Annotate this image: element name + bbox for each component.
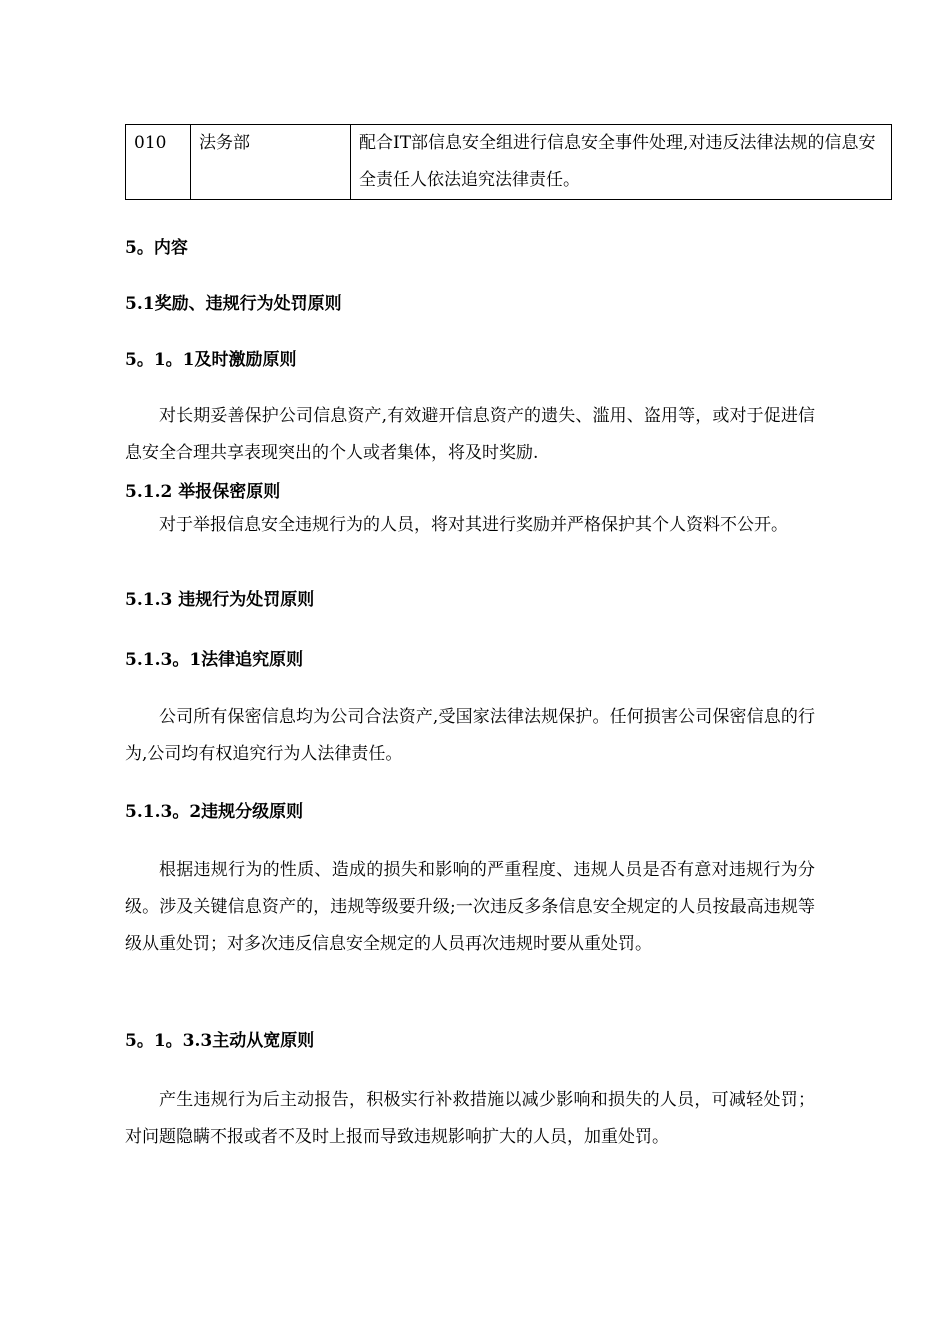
responsibility-table (125, 124, 892, 200)
section-heading-5: 5。内容 (125, 238, 188, 258)
section-heading-5-1-3-1: 5.1.3。1法律追究原则 (125, 650, 304, 670)
section-heading-5-1-1: 5。1。1及时激励原则 (125, 350, 297, 370)
table-cell-dept: 法务部 (191, 125, 351, 200)
section-heading-5-1-3: 5.1.3 违规行为处罚原则 (125, 590, 315, 610)
section-heading-5-1: 5.1奖励、违规行为处罚原则 (125, 294, 342, 314)
paragraph-5-1-3-2: 根据违规行为的性质、造成的损失和影响的严重程度、违规人员是否有意对违规行为分级。涉及关键信息资产的，违规等级要升级;一次违反多条信息安全规定的人员按最高违规等级从重处罚；对多次违反信息安全规定的人员再次违规时要从重处罚。 (125, 860, 815, 954)
section-heading-5-1-3-2: 5.1.3。2违规分级原则 (125, 802, 304, 822)
paragraph-5-1-3-1: 公司所有保密信息均为公司合法资产,受国家法律法规保护。任何损害公司保密信息的行为,公司均有权追究行为人法律责任。 (125, 707, 815, 764)
paragraph-5-1-1: 对长期妥善保护公司信息资产,有效避开信息资产的遗失、滥用、盗用等，或对于促进信息安全合理共享表现突出的个人或者集体，将及时奖励. (125, 406, 815, 463)
table-cell-duty: 配合IT部信息安全组进行信息安全事件处理,对违反法律法规的信息安全责任人依法追究法律责任。 (351, 125, 892, 200)
table-row (126, 125, 892, 200)
table-cell-code: 010 (126, 125, 191, 200)
paragraph-5-1-3-3: 产生违规行为后主动报告，积极实行补救措施以减少影响和损失的人员，可减轻处罚；对问题隐瞒不报或者不及时上报而导致违规影响扩大的人员，加重处罚。 (125, 1090, 815, 1147)
section-heading-5-1-2: 5.1.2 举报保密原则 (125, 482, 281, 502)
section-heading-5-1-3-3: 5。1。3.3主动从宽原则 (125, 1031, 315, 1051)
paragraph-5-1-2: 对于举报信息安全违规行为的人员，将对其进行奖励并严格保护其个人资料不公开。 (159, 515, 788, 535)
